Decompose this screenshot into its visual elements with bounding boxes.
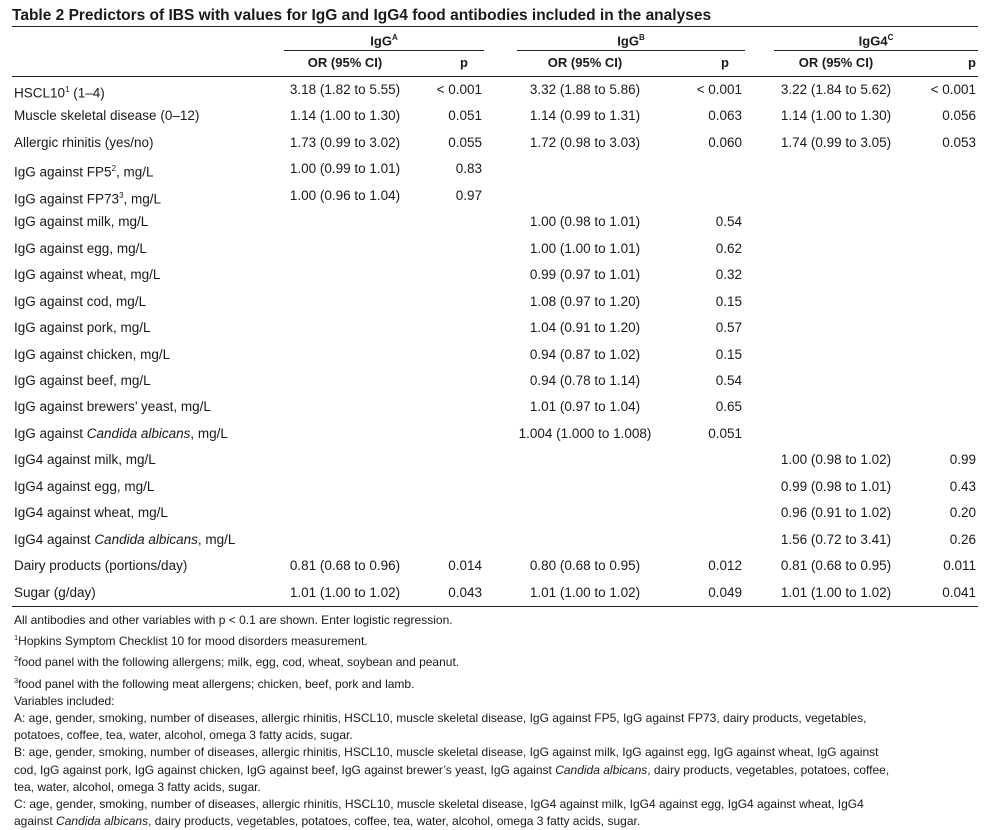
row-label: IgG4 against egg, mg/L [14,478,155,494]
table-title: Table 2 Predictors of IBS with values for IgG and IgG4 food antibodies included in the analyses [12,7,712,24]
col-or-b: OR (95% CI) [547,55,623,70]
odds-ratio-a: 1.00 (0.99 to 1.01) [289,161,401,177]
p-value-a: 0.043 [448,584,482,600]
row-label: IgG4 against Candida albicans, mg/L [14,531,236,547]
p-value-a [426,421,482,447]
p-value-c: 0.99 [949,452,976,468]
row-label: IgG4 against milk, mg/L [14,452,156,468]
p-value-b: 0.049 [708,584,742,600]
row-label: IgG4 against wheat, mg/L [14,505,168,521]
odds-ratio-c [774,236,898,262]
col-p-b: p [721,55,729,70]
col-or-a: OR (95% CI) [307,55,383,70]
p-value-b: 0.051 [708,425,742,441]
table-row [12,500,978,526]
p-value-a [426,527,482,553]
odds-ratio-a [284,262,406,288]
row-label: IgG against beef, mg/L [14,372,151,388]
group-header-b: IgG$^B$ [617,33,645,49]
p-value-b: 0.65 [715,399,742,415]
odds-ratio-a [284,315,406,341]
group-header-a: IgG$^A$ [370,33,398,49]
p-value-b: 0.063 [708,108,742,124]
odds-ratio-c: 1.74 (0.99 to 3.05) [780,134,892,150]
row-label: IgG against brewers’ yeast, mg/L [14,399,211,415]
odds-ratio-b [517,500,653,526]
row-label: IgG against milk, mg/L [14,214,149,230]
p-value-c [916,368,976,394]
p-value-b [688,183,742,209]
odds-ratio-b: 1.14 (0.99 to 1.31) [529,108,641,124]
p-value-c [916,421,976,447]
odds-ratio-c [774,421,898,447]
row-label: IgG against pork, mg/L [14,320,151,336]
footnote-3: $^3$food panel with the following meat allergens; chicken, beef, pork and lamb. [14,675,415,691]
odds-ratio-c [774,315,898,341]
odds-ratio-b: 0.94 (0.78 to 1.14) [529,372,641,388]
variables-a-line-2: potatoes, coffee, tea, water, alcohol, omega 3 fatty acids, sugar. [14,728,353,743]
variables-b-line-2: cod, IgG against pork, IgG against chicken, IgG against beef, IgG against brewer’s yeast, IgG against Candida albicans, dairy products, vegetables, potatoes, coffee, [14,762,890,777]
p-value-c [916,209,976,235]
odds-ratio-c [774,394,898,420]
odds-ratio-a [284,527,406,553]
p-value-b: < 0.001 [696,82,742,97]
odds-ratio-c [774,156,898,182]
p-value-c: 0.43 [949,478,976,494]
table-row [12,368,978,394]
p-value-a: 0.051 [448,108,482,124]
p-value-c: 0.041 [942,584,976,600]
col-or-c: OR (95% CI) [798,55,874,70]
odds-ratio-c: 1.00 (0.98 to 1.02) [780,452,892,468]
row-label: Allergic rhinitis (yes/no) [14,134,154,150]
row-label: IgG against $FP73^3$, mg/L [14,190,162,207]
row-label: IgG against egg, mg/L [14,240,147,256]
odds-ratio-b [517,474,653,500]
variables-a-line-1: A: age, gender, smoking, number of diseases, allergic rhinitis, HSCL10, muscle skeletal disease, IgG against FP5, IgG against FP73, dairy products, vegetables, [14,711,867,726]
variables-c-line-2: against Candida albicans, dairy products, vegetables, potatoes, coffee, tea, water, alcohol, omega 3 fatty acids, sugar. [14,814,641,829]
p-value-a [426,209,482,235]
odds-ratio-b: 1.04 (0.91 to 1.20) [529,320,641,336]
table-row [12,474,978,500]
odds-ratio-a [284,368,406,394]
p-value-c [916,289,976,315]
p-value-c: 0.011 [943,558,976,574]
row-label: Dairy products (portions/day) [14,558,188,574]
odds-ratio-b [517,183,653,209]
col-p-c: p [968,55,976,70]
col-p-a: p [460,55,468,70]
odds-ratio-a: 1.73 (0.99 to 3.02) [289,134,401,150]
p-value-c [916,315,976,341]
p-value-b: 0.54 [715,214,742,230]
odds-ratio-a [284,447,406,473]
p-value-b [688,527,742,553]
p-value-b: 0.54 [715,372,742,388]
p-value-c [916,156,976,182]
odds-ratio-c [774,209,898,235]
bottom-rule [12,606,978,607]
p-value-b [688,500,742,526]
p-value-b [688,474,742,500]
odds-ratio-c: 0.99 (0.98 to 1.01) [780,478,892,494]
p-value-b: 0.15 [715,346,742,362]
odds-ratio-b [517,447,653,473]
p-value-a [426,289,482,315]
odds-ratio-a [284,394,406,420]
p-value-c: 0.20 [949,505,976,521]
table-row [12,262,978,288]
odds-ratio-b: 1.72 (0.98 to 3.03) [529,134,641,150]
table-row [12,289,978,315]
odds-ratio-b: 0.80 (0.68 to 0.95) [529,558,641,574]
footnote-1: $^1$Hopkins Symptom Checklist 10 for mood disorders measurement. [14,633,368,649]
p-value-c [916,342,976,368]
p-value-a [426,500,482,526]
p-value-a [426,474,482,500]
odds-ratio-c [774,262,898,288]
variables-heading: Variables included: [14,693,115,708]
p-value-b: 0.62 [715,240,742,256]
footnote-2: $^2$food panel with the following allergens; milk, egg, cod, wheat, soybean and peanut. [14,654,460,670]
odds-ratio-b: 0.94 (0.87 to 1.02) [529,346,641,362]
p-value-a [426,368,482,394]
table-row [12,156,978,182]
odds-ratio-c: 1.56 (0.72 to 3.41) [780,531,892,547]
odds-ratio-b [517,156,653,182]
p-value-a [426,236,482,262]
p-value-c [916,262,976,288]
p-value-b [688,447,742,473]
odds-ratio-c [774,183,898,209]
group-header-c: $IgG4^C$ [858,33,894,49]
p-value-a: 0.97 [455,187,482,203]
odds-ratio-b: 0.99 (0.97 to 1.01) [529,267,641,283]
p-value-a [426,315,482,341]
odds-ratio-a [284,236,406,262]
odds-ratio-a: 1.01 (1.00 to 1.02) [289,584,401,600]
p-value-a [426,447,482,473]
p-value-c [916,183,976,209]
table-footnotes [14,612,976,830]
odds-ratio-a [284,289,406,315]
odds-ratio-c: 1.14 (1.00 to 1.30) [780,108,892,124]
p-value-a [426,342,482,368]
table-row [12,209,978,235]
odds-ratio-c [774,289,898,315]
p-value-b: 0.57 [715,320,742,336]
p-value-a: 0.83 [455,161,482,177]
table-row [12,394,978,420]
row-label: $HSCL10^1$ (1–4) [14,85,105,101]
variables-c-line-1: C: age, gender, smoking, number of diseases, allergic rhinitis, HSCL10, muscle skeletal disease, IgG4 against milk, IgG4 against egg, IgG4 against wheat, IgG4 [14,797,864,812]
odds-ratio-a: 0.81 (0.68 to 0.96) [289,558,401,574]
p-value-b: 0.32 [715,267,742,283]
table-row [12,447,978,473]
odds-ratio-c [774,368,898,394]
odds-ratio-b: 1.00 (1.00 to 1.01) [529,240,641,256]
table-row [12,580,978,606]
p-value-b: 0.15 [715,293,742,309]
p-value-a: 0.055 [448,134,482,150]
data-table [12,26,978,608]
table-row [12,183,978,209]
p-value-b: 0.060 [708,134,742,150]
odds-ratio-b: 1.004 (1.000 to 1.008) [518,425,652,441]
table-row [12,527,978,553]
odds-ratio-c: 3.22 (1.84 to 5.62) [780,82,892,97]
odds-ratio-a: 1.14 (1.00 to 1.30) [289,108,401,124]
p-value-a: 0.014 [448,558,482,574]
p-value-a [426,262,482,288]
odds-ratio-c: 0.96 (0.91 to 1.02) [780,505,892,521]
p-value-c: 0.056 [942,108,976,124]
p-value-b: 0.012 [708,558,742,574]
table-row [12,236,978,262]
odds-ratio-b: 3.32 (1.88 to 5.86) [529,82,641,97]
p-value-c: 0.26 [949,531,976,547]
odds-ratio-a [284,474,406,500]
variables-b-line-3: tea, water, alcohol, omega 3 fatty acids, sugar. [14,779,261,794]
p-value-b [688,156,742,182]
p-value-a: < 0.001 [436,82,482,97]
row-label: IgG against Candida albicans, mg/L [14,425,228,441]
table-page [12,6,978,829]
table-row [12,342,978,368]
row-label: IgG against chicken, mg/L [14,346,171,362]
odds-ratio-a [284,500,406,526]
odds-ratio-c: 1.01 (1.00 to 1.02) [780,584,892,600]
odds-ratio-a [284,209,406,235]
table-row [12,77,978,103]
p-value-c: < 0.001 [930,82,976,97]
row-label: Sugar (g/day) [14,584,96,600]
odds-ratio-b: 1.08 (0.97 to 1.20) [529,293,641,309]
odds-ratio-a [284,342,406,368]
table-row [12,315,978,341]
odds-ratio-c [774,342,898,368]
odds-ratio-b [517,527,653,553]
table-row [12,103,978,129]
p-value-c [916,236,976,262]
row-label: IgG against wheat, mg/L [14,267,161,283]
odds-ratio-a [284,421,406,447]
row-label: IgG against $FP5^2$, mg/L [14,164,154,180]
p-value-a [426,394,482,420]
odds-ratio-a: 1.00 (0.96 to 1.04) [289,187,401,203]
table-row [12,421,978,447]
odds-ratio-b: 1.01 (1.00 to 1.02) [529,584,641,600]
p-value-c: 0.053 [942,134,976,150]
odds-ratio-c: 0.81 (0.68 to 0.95) [780,558,892,574]
table-row [12,130,978,156]
odds-ratio-b: 1.00 (0.98 to 1.01) [529,214,641,230]
row-label: IgG against cod, mg/L [14,293,147,309]
odds-ratio-b: 1.01 (0.97 to 1.04) [529,399,641,415]
row-label: Muscle skeletal disease (0–12) [14,108,200,124]
variables-b-line-1: B: age, gender, smoking, number of diseases, allergic rhinitis, HSCL10, muscle skeletal disease, IgG against milk, IgG against egg, IgG against wheat, IgG against [14,745,879,760]
footnote-general: All antibodies and other variables with p < 0.1 are shown. Enter logistic regression. [14,613,453,627]
p-value-c [916,394,976,420]
table-row [12,553,978,579]
odds-ratio-a: 3.18 (1.82 to 5.55) [289,82,401,97]
